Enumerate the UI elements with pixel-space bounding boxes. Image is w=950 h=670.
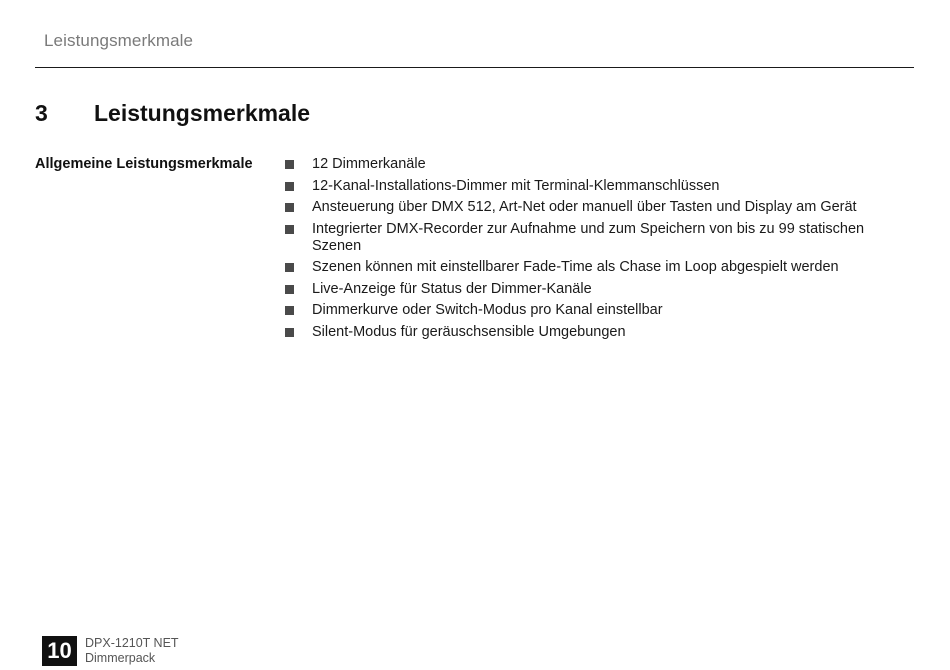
square-bullet-icon [285, 203, 294, 212]
chapter-title: Leistungsmerkmale [94, 100, 311, 126]
footer-product: Dimmerpack [85, 650, 156, 665]
list-item-text: Dimmerkurve oder Switch-Modus pro Kanal einstellbar [312, 302, 663, 318]
list-item-text: 12 Dimmerkanäle [312, 156, 426, 172]
page-number: 10 [42, 636, 77, 666]
list-item-text: Silent-Modus für geräuschsensible Umgebungen [312, 323, 626, 340]
list-item [285, 178, 895, 195]
list-item-text: 12-Kanal-Installations-Dimmer mit Terminal-Klemmanschlüssen [312, 177, 720, 194]
section-label: Allgemeine Leistungsmerkmale [35, 156, 253, 172]
list-item-text: Integrierter DMX-Recorder zur Aufnahme und zum Speichern von bis zu 99 statischen Szenen [312, 220, 865, 254]
chapter-heading [35, 100, 310, 127]
list-item-text: Ansteuerung über DMX 512, Art-Net oder manuell über Tasten und Display am Gerät [312, 199, 857, 215]
list-item [285, 281, 895, 298]
footer-product-info [85, 636, 179, 665]
square-bullet-icon [285, 328, 294, 337]
feature-list [285, 156, 895, 345]
header-divider [35, 67, 914, 68]
list-item [285, 199, 895, 216]
square-bullet-icon [285, 263, 294, 272]
list-item [285, 221, 895, 255]
square-bullet-icon [285, 160, 294, 169]
list-item [285, 259, 895, 276]
square-bullet-icon [285, 182, 294, 191]
list-item [285, 156, 895, 173]
list-item-text: Live-Anzeige für Status der Dimmer-Kanäle [312, 280, 592, 297]
square-bullet-icon [285, 285, 294, 294]
square-bullet-icon [285, 306, 294, 315]
list-item-text: Szenen können mit einstellbarer Fade-Time als Chase im Loop abgespielt werden [312, 259, 839, 275]
square-bullet-icon [285, 225, 294, 234]
list-item [285, 324, 895, 341]
chapter-number: 3 [35, 100, 48, 126]
running-header: Leistungsmerkmale [44, 31, 194, 50]
footer-model: DPX-1210T NET [85, 636, 179, 650]
list-item [285, 302, 895, 319]
